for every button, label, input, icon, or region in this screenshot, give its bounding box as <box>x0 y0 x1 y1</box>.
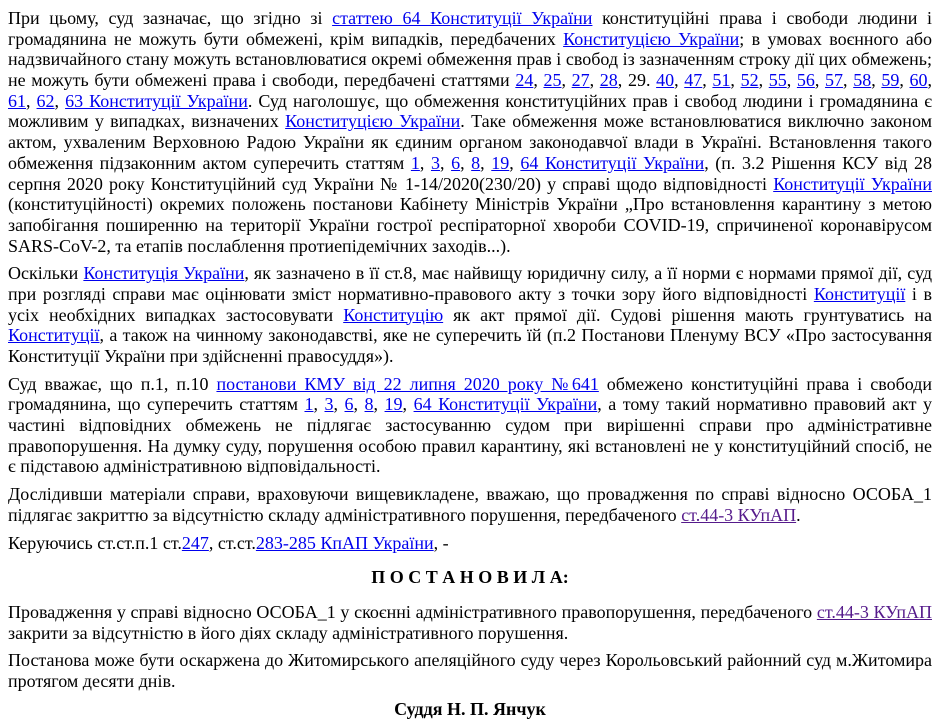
legal-reference-link[interactable]: 28 <box>599 70 618 91</box>
text-segment: Керуючись ст.ст.п.1 ст. <box>8 532 182 553</box>
text-segment: , ст.ст. <box>208 532 256 553</box>
paragraph-3 <box>8 374 932 477</box>
legal-reference-link[interactable]: 40 <box>656 70 675 91</box>
text-segment: . Суд наголошує, що обмеження конституційних прав і свобод людини і громадянина є можливим у випадках, визначених <box>8 90 933 132</box>
text-segment: , <box>730 70 741 91</box>
text-segment: , <box>419 152 431 173</box>
text-segment: і в усіх необхідних випадках застосовувати <box>8 283 932 325</box>
text-segment: (конституційності) окремих положень постанови Кабінету Міністрів України „Про встановлення карантину з метою запобігання поширенню на території України гострої респіраторної хвороби COVID-19, спричиненої коронавірусом SARS-CoV-2, та етапів послаблення протиепідемічних заходів...). <box>8 194 932 256</box>
judge-signature <box>8 699 932 720</box>
text-segment: , як зазначено в її ст.8, має найвищу юридичну силу, а її норми є нормами прямої дії, суд при розгляді справи має оцінювати зміст нормативно-правового акту з точки зору його відповідності <box>8 263 932 304</box>
text-segment: , <box>814 70 826 91</box>
text-segment: конституційні права і свободи людини і громадянина не можуть бути обмежені, крім випадків, передбачених <box>8 8 932 49</box>
text-segment: , <box>26 90 37 111</box>
legal-reference-link[interactable]: 3 <box>430 152 440 173</box>
text-segment: , <box>871 70 882 91</box>
legal-reference-link[interactable]: 27 <box>571 70 590 91</box>
text-segment: , <box>439 152 452 173</box>
text-segment: , <box>373 394 385 415</box>
legal-reference-link[interactable]: Конституцією України <box>563 28 740 49</box>
legal-reference-link[interactable]: Конституція України <box>83 263 245 284</box>
court-decision-document <box>8 8 932 719</box>
text-segment: закрити за відсутністю в його діях складу адміністративного порушення. <box>8 622 569 643</box>
text-segment: , <box>843 70 854 91</box>
legal-reference-link[interactable]: 64 Конституції України <box>413 394 598 415</box>
text-segment: , (п. 3.2 Рішення КСУ від 28 серпня 2020 року Конституційний суд України № 1-14/2020(230/20) у справі щодо відповідності <box>8 152 933 194</box>
text-segment: , <box>460 152 472 173</box>
text-segment: , <box>509 152 521 173</box>
text-segment: , <box>480 152 492 173</box>
legal-reference-link[interactable]: 19 <box>491 152 510 173</box>
legal-reference-link[interactable]: 247 <box>181 532 209 553</box>
text-segment: , <box>561 70 572 91</box>
legal-reference-link[interactable]: 3 <box>324 394 334 415</box>
text-segment: , <box>533 70 544 91</box>
legal-reference-link[interactable]: 24 <box>515 70 534 91</box>
legal-reference-link[interactable]: постанови КМУ від 22 липня 2020 року №641 <box>216 373 599 394</box>
text-segment: , <box>333 394 345 415</box>
legal-reference-link[interactable]: 8 <box>471 152 481 173</box>
text-segment: . <box>796 504 801 525</box>
legal-reference-link[interactable]: Конституцією України <box>285 111 461 132</box>
text-segment: , <box>899 70 910 91</box>
legal-reference-link[interactable]: 58 <box>853 70 872 91</box>
paragraph-7 <box>8 650 932 691</box>
paragraph-6 <box>8 602 932 643</box>
legal-reference-link[interactable]: 6 <box>344 394 354 415</box>
text-segment: , <box>402 394 414 415</box>
legal-reference-link[interactable]: 25 <box>543 70 562 91</box>
legal-reference-link[interactable]: 64 Конституції України <box>520 152 705 173</box>
legal-reference-link[interactable]: 283-285 КпАП України <box>255 532 434 553</box>
legal-reference-link[interactable]: Конституції <box>813 283 906 304</box>
text-segment: Провадження у справі відносно ОСОБА_1 у скоєнні адміністративного правопорушення, передбаченого <box>8 601 817 622</box>
text-segment: Постанова може бути оскаржена до Житомирського апеляційного суду через Корольовський районний суд м.Житомира протягом десяти днів. <box>8 650 932 691</box>
text-segment: ; в умовах воєнного або надзвичайного стану можуть встановлюватися окремі обмеження прав і свобод із зазначенням строку дії цих обмежень; не можуть бути обмежені права і свободи, передбачені статтями <box>8 28 932 91</box>
legal-reference-link[interactable]: 61 <box>8 90 26 111</box>
text-segment: , <box>589 70 600 91</box>
text-segment: , <box>927 70 933 91</box>
text-segment: П О С Т А Н О В И Л А: <box>371 567 569 588</box>
legal-reference-link[interactable]: 59 <box>881 70 900 91</box>
legal-reference-link[interactable]: 51 <box>712 70 731 91</box>
paragraph-2 <box>8 263 932 366</box>
text-segment: , а також на чинному законодавстві, яке не суперечить їй (п.2 Постанови Пленуму ВСУ «Про застосування Конституції України при здійсненні правосуддя»). <box>8 325 932 366</box>
legal-reference-link[interactable]: ст.44-3 КУпАП <box>681 504 797 525</box>
legal-reference-link[interactable]: Конституції України <box>773 173 932 194</box>
legal-reference-link[interactable]: 57 <box>825 70 844 91</box>
text-segment: Суддя Н. П. Янчук <box>394 698 546 719</box>
legal-reference-link[interactable]: Конституції <box>8 325 100 346</box>
text-segment: Дослідивши матеріали справи, враховуючи вищевикладене, вважаю, що провадження по справі відносно ОСОБА_1 підлягає закриттю за відсутністю складу адміністративного порушення, передбаченого <box>8 484 932 525</box>
text-segment: , <box>702 70 713 91</box>
text-segment: Оскільки <box>8 263 84 284</box>
text-segment: Суд вважає, що п.1, п.10 <box>8 373 217 394</box>
resolution-heading <box>8 567 932 588</box>
paragraph-4 <box>8 484 932 525</box>
legal-reference-link[interactable]: 55 <box>768 70 787 91</box>
text-segment: , <box>353 394 365 415</box>
legal-reference-link[interactable]: 1 <box>410 152 420 173</box>
text-segment: , 29. <box>617 70 657 91</box>
legal-reference-link[interactable]: 56 <box>796 70 815 91</box>
legal-reference-link[interactable]: 63 Конституції України <box>65 90 248 111</box>
legal-reference-link[interactable]: 62 <box>36 90 55 111</box>
paragraph-5 <box>8 533 932 554</box>
text-segment: , <box>786 70 797 91</box>
legal-reference-link[interactable]: 52 <box>740 70 759 91</box>
text-segment: , <box>674 70 685 91</box>
legal-reference-link[interactable]: 1 <box>304 394 314 415</box>
text-segment: як акт прямої дії. Судові рішення мають грунтуватись на <box>443 304 932 325</box>
text-segment: , - <box>433 532 449 553</box>
legal-reference-link[interactable]: 8 <box>364 394 374 415</box>
text-segment: обмежено конституційні права і свободи громадянина, що суперечить статтям <box>8 373 933 415</box>
legal-reference-link[interactable]: статтею 64 Конституції України <box>332 8 593 28</box>
legal-reference-link[interactable]: 60 <box>909 70 928 91</box>
legal-reference-link[interactable]: Конституцію <box>343 304 444 325</box>
text-segment: , <box>313 394 325 415</box>
legal-reference-link[interactable]: ст.44-3 КУпАП <box>816 601 932 622</box>
text-segment: , <box>758 70 769 91</box>
text-segment: , <box>54 90 66 111</box>
paragraph-1 <box>8 8 932 256</box>
text-segment: , а тому такий нормативно правовий акт у частині відповідних обмежень не підлягає застосуванню судом при вирішенні справи про адміністративне правопорушення. На думку суду, порушення особою правил карантину, які встановлені не у конституційний спосіб, не є підставою адміністративною відповідальності. <box>8 394 933 477</box>
text-segment: При цьому, суд зазначає, що згідно зі <box>8 8 333 28</box>
legal-reference-link[interactable]: 19 <box>384 394 403 415</box>
legal-reference-link[interactable]: 6 <box>451 152 461 173</box>
text-segment: . Таке обмеження може встановлюватися виключно законом актом, ухваленим Верховною Радою України як єдиним органом законодавчої влади в Україні. Встановлення такого обмеження підзаконним актом суперечить статтям <box>8 111 932 173</box>
legal-reference-link[interactable]: 47 <box>684 70 703 91</box>
